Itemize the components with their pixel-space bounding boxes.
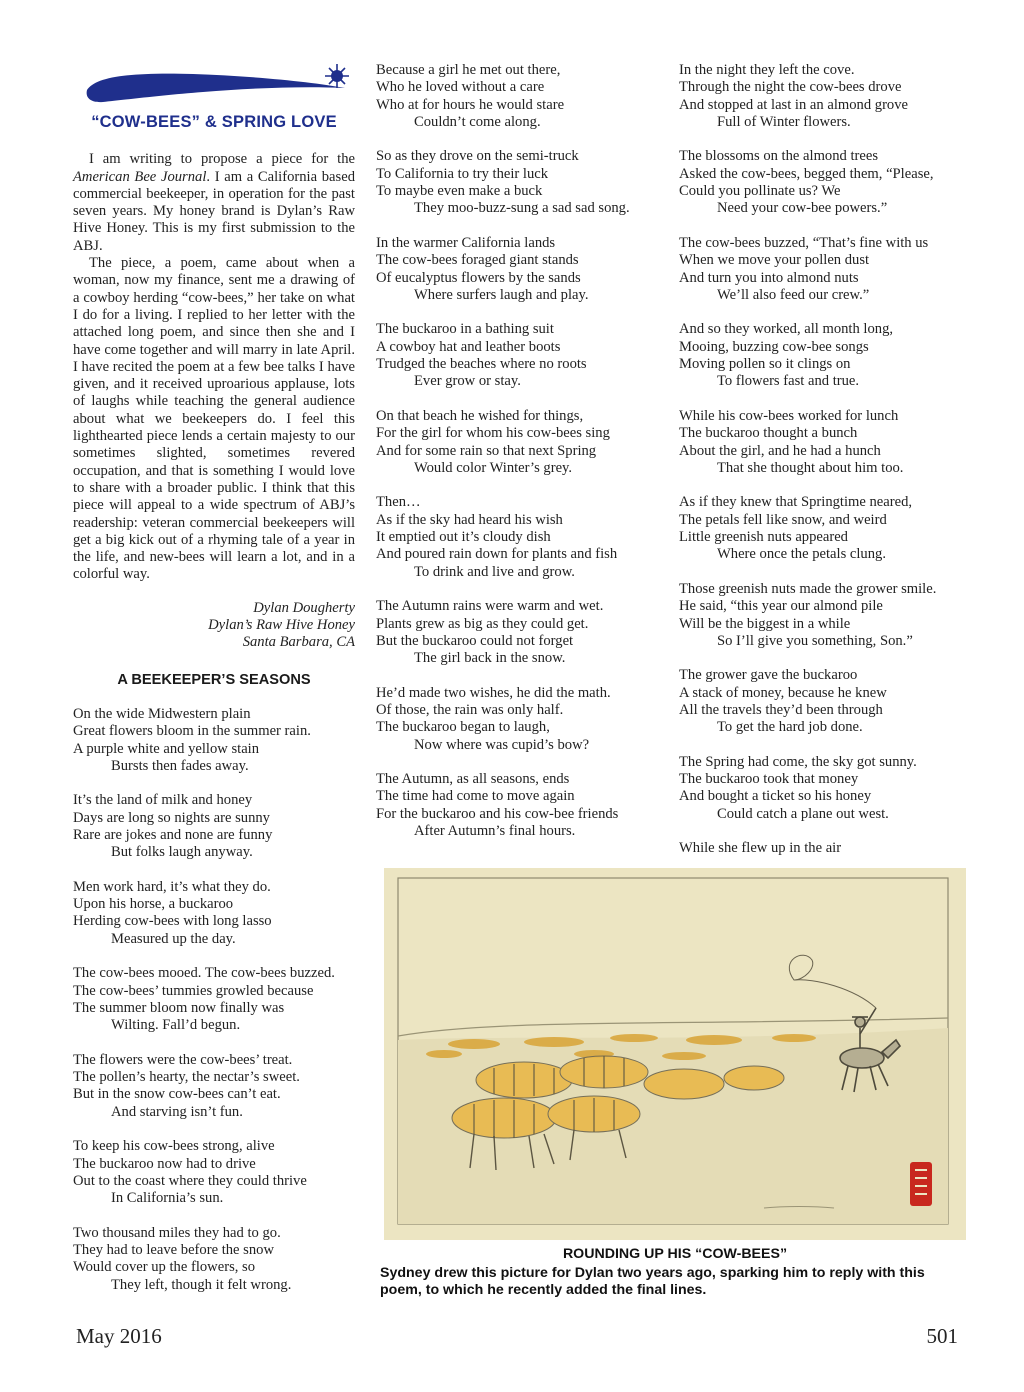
poem-line: Plants grew as big as they could get. — [376, 615, 589, 632]
poem-line: Trudged the beaches where no roots — [376, 356, 587, 373]
poem-line: Of eucalyptus flowers by the sands — [376, 269, 581, 286]
poem-line: Would cover up the flowers, so — [73, 1259, 256, 1276]
poem-line: The summer bloom now finally was — [73, 999, 285, 1016]
artist-seal-icon — [910, 1162, 932, 1206]
poem-stanza — [376, 62, 661, 131]
poem-line: To maybe even make a buck — [376, 183, 543, 200]
poem-stanza — [376, 685, 661, 754]
poem-line: Through the night the cow-bees drove — [679, 79, 902, 96]
signature-block — [73, 600, 355, 652]
poem-line: And bought a ticket so his honey — [679, 788, 872, 805]
poem-line: Moving pollen so it clings on — [679, 356, 851, 373]
article-headline: “COW-BEES” & SPRING LOVE — [91, 113, 337, 131]
poem-line: The pollen’s hearty, the nectar’s sweet. — [73, 1069, 300, 1086]
poem-stanza — [73, 1052, 355, 1121]
poem-line: While his cow-bees worked for lunch — [679, 407, 899, 424]
poem-line: Would color Winter’s grey. — [414, 459, 573, 476]
poem-line: Bursts then fades away. — [111, 757, 249, 774]
poem-line: We’ll also feed our crew.” — [717, 286, 870, 303]
poem-line: Those greenish nuts made the grower smile. — [679, 580, 937, 597]
poem-line: For the girl for whom his cow-bees sing — [376, 425, 610, 442]
signature-name: Dylan Dougherty — [253, 599, 355, 616]
journal-logo — [73, 60, 355, 112]
poem-line: The petals fell like snow, and weird — [679, 511, 887, 528]
poem-line: They had to leave before the snow — [73, 1242, 274, 1259]
poem-column-2 — [376, 62, 661, 840]
column-left — [73, 60, 355, 1311]
poem-line: All the travels they’d been through — [679, 701, 883, 718]
poem-line: A cowboy hat and leather boots — [376, 338, 561, 355]
poem-line: For the buckaroo and his cow-bee friends — [376, 805, 619, 822]
poem-stanza — [376, 148, 661, 217]
poem-stanza — [376, 494, 661, 580]
poem-stanza — [679, 148, 969, 217]
poem-line: The buckaroo now had to drive — [73, 1155, 256, 1172]
poem-line: Upon his horse, a buckaroo — [73, 896, 234, 913]
caption-title: ROUNDING UP HIS “COW-BEES” — [562, 1246, 788, 1262]
poem-line: In the warmer California lands — [376, 234, 556, 251]
poem-line: And for some rain so that next Spring — [376, 442, 597, 459]
poem-stanza — [679, 494, 969, 563]
poem-line: Need your cow-bee powers.” — [717, 200, 888, 217]
poem-line: Where surfers laugh and play. — [414, 286, 589, 303]
poem-line: The Autumn, as all seasons, ends — [376, 771, 570, 788]
poem-line: But the buckaroo could not forget — [376, 632, 574, 649]
poem-line: They moo-buzz-sung a sad sad song. — [414, 200, 630, 217]
poem-line: And so they worked, all month long, — [679, 321, 894, 338]
poem-stanza — [679, 581, 969, 650]
poem-line: Because a girl he met out there, — [376, 62, 561, 78]
poem-line: And poured rain down for plants and fish — [376, 546, 618, 563]
poem-stanza — [73, 706, 355, 775]
poem-line: The flowers were the cow-bees’ treat. — [73, 1051, 293, 1068]
poem-line: After Autumn’s final hours. — [414, 823, 576, 840]
poem-line: Men work hard, it’s what they do. — [73, 878, 271, 895]
poem-line: Great flowers bloom in the summer rain. — [73, 723, 311, 740]
poem-line: They left, though it felt wrong. — [111, 1276, 292, 1293]
poem-line: That she thought about him too. — [717, 459, 904, 476]
poem-line: So I’ll give you something, Son.” — [717, 632, 913, 649]
poem-line: Little greenish nuts appeared — [679, 529, 848, 546]
poem-line: Mooing, buzzing cow-bee songs — [679, 338, 869, 355]
poem-stanza — [376, 771, 661, 840]
poem-line: As if the sky had heard his wish — [376, 511, 563, 528]
poem-line: Out to the coast where they could thrive — [73, 1172, 307, 1189]
poem-line: The time had come to move again — [376, 788, 575, 805]
poem-stanza — [376, 321, 661, 390]
poem-line: Asked the cow-bees, begged them, “Please, — [679, 165, 934, 182]
poem-line: Now where was cupid’s bow? — [414, 736, 590, 753]
poem-stanza — [679, 754, 969, 823]
poem-stanza — [376, 598, 661, 667]
poem-line: Measured up the day. — [111, 930, 236, 947]
poem-line: On that beach he wished for things, — [376, 407, 584, 424]
poem-line: So as they drove on the semi-truck — [376, 148, 579, 165]
poem-line: The buckaroo thought a bunch — [679, 425, 858, 442]
poem-stanza — [73, 792, 355, 861]
footer-date: May 2016 — [76, 1324, 162, 1348]
illustration-caption — [380, 1246, 970, 1299]
poem-line: As if they knew that Springtime neared, — [679, 494, 913, 511]
poem-line: While she flew up in the air — [679, 840, 842, 857]
poem-stanza — [73, 1138, 355, 1207]
poem-line: Could you pollinate us? We — [679, 183, 841, 200]
poem-line: It emptied out it’s cloudy dish — [376, 529, 551, 546]
column-right — [679, 62, 969, 875]
poem-line: Will be the biggest in a while — [679, 615, 851, 632]
poem-line: Ever grow or stay. — [414, 373, 521, 390]
poem-line: Herding cow-bees with long lasso — [73, 913, 272, 930]
poem-line: In California’s sun. — [111, 1190, 224, 1207]
poem-line: Then… — [376, 494, 421, 511]
poem-line: To California to try their luck — [376, 165, 549, 182]
poem-line: But folks laugh anyway. — [111, 844, 253, 861]
poem-stanza — [679, 408, 969, 477]
poem-line: Two thousand miles they had to go. — [73, 1224, 281, 1241]
poem-line: The girl back in the snow. — [414, 650, 566, 667]
poem-line: Who at for hours he would stare — [376, 96, 565, 113]
poem-line: In the night they left the cove. — [679, 62, 855, 78]
poem-line: A stack of money, because he knew — [679, 684, 887, 701]
poem-column-3 — [679, 62, 969, 858]
poem-stanza — [73, 965, 355, 1034]
poem-line: The cow-bees buzzed, “That’s fine with us — [679, 234, 929, 251]
poem-title: A BEEKEEPER’S SEASONS — [117, 671, 311, 688]
poem-line: Full of Winter flowers. — [717, 113, 851, 130]
poem-line: The cow-bees foraged giant stands — [376, 252, 579, 269]
poem-line: To drink and live and grow. — [414, 563, 575, 580]
poem-line: Rare are jokes and none are funny — [73, 826, 273, 843]
poem-line: The grower gave the buckaroo — [679, 667, 858, 684]
signature-company: Dylan’s Raw Hive Honey — [208, 617, 355, 634]
poem-stanza — [376, 408, 661, 477]
column-middle — [376, 62, 661, 858]
intro-paragraph-1: I am writing to propose a piece for the American Bee Journal. I am a California based commercial beekeeper, in operation for the past seven years. My honey brand is Dylan’s Raw Hive Honey. This is my first submission to the ABJ. — [73, 151, 355, 254]
poem-line: To flowers fast and true. — [717, 373, 860, 390]
poem-stanza — [679, 62, 969, 131]
poem-line: Couldn’t come along. — [414, 113, 541, 130]
poem-stanza — [679, 321, 969, 390]
poem-line: And turn you into almond nuts — [679, 269, 859, 286]
poem-line: The Spring had come, the sky got sunny. — [679, 753, 917, 770]
poem-line: About the girl, and he had a hunch — [679, 442, 881, 459]
poem-line: Days are long so nights are sunny — [73, 809, 270, 826]
poem-line: Could catch a plane out west. — [717, 805, 889, 822]
poem-stanza — [73, 879, 355, 948]
poem-line: The blossoms on the almond trees — [679, 148, 879, 165]
poem-line: But in the snow cow-bees can’t eat. — [73, 1086, 281, 1103]
poem-line: The buckaroo took that money — [679, 771, 859, 788]
cowboy-cow-bees-illustration — [384, 868, 966, 1240]
poem-line: When we move your pollen dust — [679, 252, 870, 269]
caption-text: Sydney drew this picture for Dylan two years ago, sparking him to reply with this poem, to which he recently added the final lines. — [380, 1265, 925, 1298]
poem-line: The cow-bees’ tummies growled because — [73, 982, 314, 999]
poem-line: A purple white and yellow stain — [73, 740, 260, 757]
signature-location: Santa Barbara, CA — [242, 634, 355, 651]
poem-line: To get the hard job done. — [717, 719, 863, 736]
poem-stanza — [679, 667, 969, 736]
poem-line: The cow-bees mooed. The cow-bees buzzed. — [73, 965, 335, 982]
poem-column-1 — [73, 706, 355, 1294]
poem-line: To keep his cow-bees strong, alive — [73, 1138, 275, 1155]
poem-line: It’s the land of milk and honey — [73, 792, 253, 809]
poem-line: Wilting. Fall’d begun. — [111, 1017, 241, 1034]
poem-line: He said, “this year our almond pile — [679, 598, 883, 615]
poem-line: Where once the petals clung. — [717, 546, 886, 563]
poem-stanza — [73, 1225, 355, 1294]
intro-paragraph-2: The piece, a poem, came about when a woman, now my finance, sent me a drawing of a cowboy herding “cow-bees,” her take on what I do for a living. I replied to her letter with the attached long poem, and since then she and I have come together and will marry in late April. I have recited the poem at a few bee talks I have given, and it received uproarious applause, lots of laughs while teaching the general audience about what we beekeepers do. I feel this lighthearted piece lends a certain majesty to our sometimes slighted, sometimes revered occupation, and that is something I would love to share with a broader public. I think that this piece will appeal to a wide spectrum of ABJ’s readership: veteran commercial beekeepers will get a big kick out of a rhyming tale of a year in the life, and new-bees will learn a lot, and in a colorful way. — [73, 255, 355, 583]
poem-stanza — [679, 235, 969, 304]
poem-line: The buckaroo began to laugh, — [376, 719, 550, 736]
poem-line: The buckaroo in a bathing suit — [376, 321, 554, 338]
poem-stanza — [679, 840, 969, 857]
poem-line: The Autumn rains were warm and wet. — [376, 598, 604, 615]
footer-page-number: 501 — [926, 1324, 958, 1348]
poem-line: On the wide Midwestern plain — [73, 705, 251, 722]
poem-line: And starving isn’t fun. — [111, 1103, 243, 1120]
swoosh-logo-icon — [83, 60, 353, 112]
poem-stanza — [376, 235, 661, 304]
poem-line: He’d made two wishes, he did the math. — [376, 684, 611, 701]
poem-line: Who he loved without a care — [376, 79, 545, 96]
poem-line: Of those, the rain was only half. — [376, 701, 564, 718]
poem-line: And stopped at last in an almond grove — [679, 96, 908, 113]
